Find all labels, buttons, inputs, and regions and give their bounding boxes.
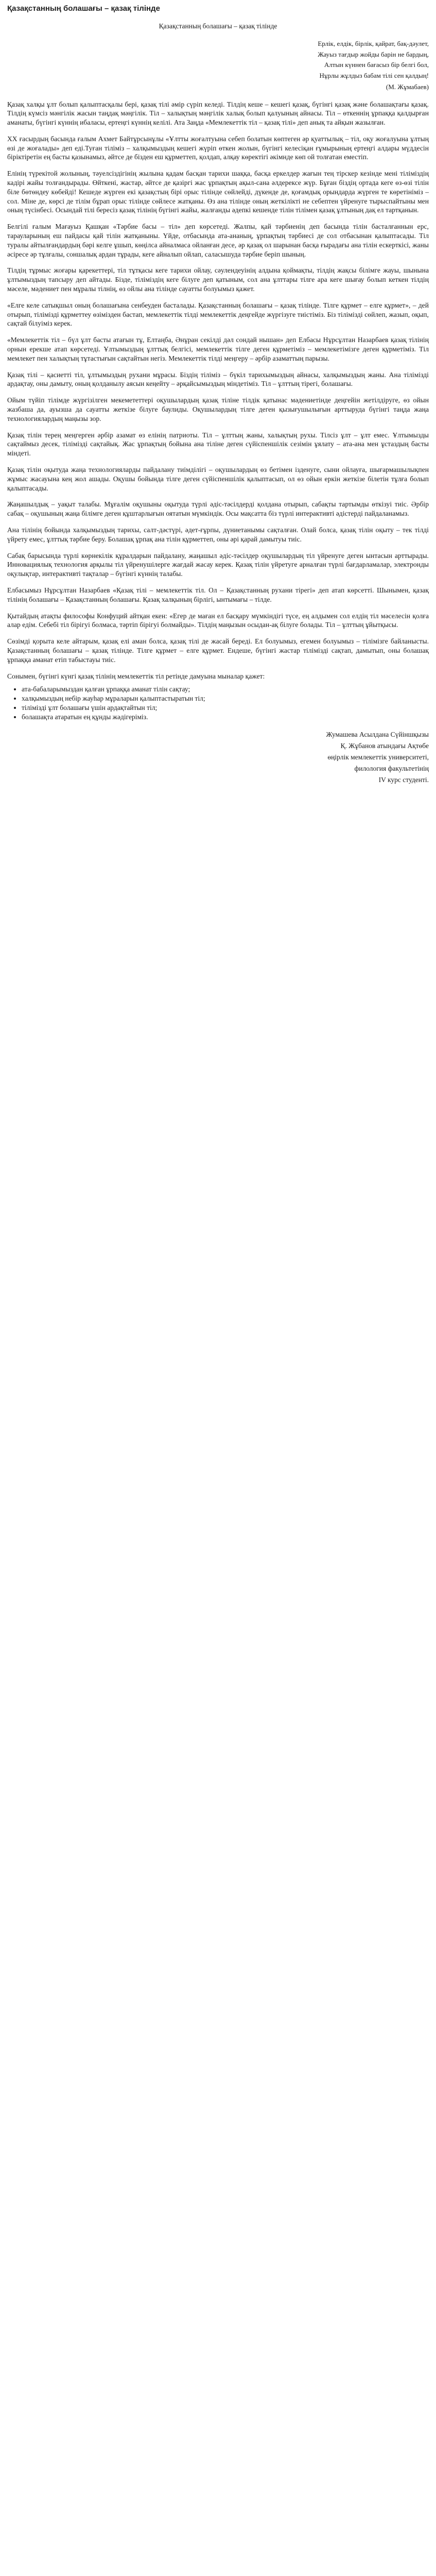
epigraph-line: Ерлік, елдік, бірлік, қайрат, бақ-дәулет,	[318, 40, 429, 47]
paragraph: Қазақ халқы ұлт болып қалыптасқалы бері, қазақ тілі әмір сүріп келеді. Тілдің кеше – кешегі қазақ, бүгінгі қазақ және болашақтағы қазақ. Тілдің күмсіз мәнгілік жасын таңдақ мәңгілік. Тіл – халықтың мәңгілік халық болып қалуының айнасы. Тіл – өткеннің ұрпаққа қалдырған аманаты, бүгінгі күннің ибаласы, ертеңгі күннің келілі. Ата Заңда «Мемлекеттік тіл – қазақ тілі» деп анық та айқын жазылған.	[7, 100, 429, 127]
paragraph: Қазақ тілін оқытуда жаңа технологияларды пайдалану тиімділігі – оқушылардың өз бетімен ізденуге, сыни ойлауға, шығармашылықпен жұмыс жасауына кең жол ашады. Оқушы бойында тілге деген сүйіспеншілік қалыптасып, ол өз ойын еркін жеткізе білетін тұлға болып қалыптасады.	[7, 466, 429, 492]
author-place: Қ. Жұбанов атындағы Ақтөбе	[340, 741, 429, 750]
list-item: • тілімізді ұлт болашағы үшін ардақтайтын тіл;	[22, 703, 429, 713]
paragraph: Ана тілінің бойында халқымыздың тарихы, салт-дәстүрі, әдет-ғұрпы, дүниетанымы сақталған. Олай болса, қазақ тілін оқыту – тек тілді үйрету емес, ұлттық тәрбие беру. Болашақ ұрпақ ана тілін құрметтеп, оны әрі қарай дамытуы тиіс.	[7, 526, 429, 543]
paragraph: Сонымен, бүгінгі күнгі қазақ тілінің мемлекеттік тіл ретінде дамуына мыналар қажет:	[7, 672, 265, 680]
conclusion-list	[7, 685, 429, 721]
author-university: өңірлік мемлекеттік университеті,	[327, 753, 429, 761]
epigraph-line: Алтын күннен бағасыз бір белгі бол,	[324, 61, 429, 69]
author-faculty: филология факультетінің	[354, 764, 429, 772]
epigraph-poem	[7, 39, 429, 93]
list-item: • болашақта атаратын ең құнды жәдігеріміз.	[22, 713, 429, 722]
paragraph: Қазақ тілі – қасиетті тіл, ұлтымыздың рухани мұрасы. Біздің тіліміз – бүкіл тарихымыздың айнасы, халқымыздың жаны. Ана тілімізді ардақтау, оны дамыту, оның қолданылу аясын кеңейту – әрқайсымыздың міндетіміз. Тіл – ұлттың тірегі, болашағы.	[7, 370, 429, 388]
paragraph: Қазақ тілін терең меңгерген әрбір азамат өз елінің патриоты. Тіл – ұлттың жаны, халықтың рухы. Тілсіз ұлт – ұлт емес. Ұлтымызды сақтаймыз десек, тілімізді сақтайық. Жас ұрпақтың бойына ана тіліне деген сүйіспеншілік сезімін ұялату – ата-ана мен ұстаздың басты міндеті.	[7, 431, 429, 457]
paragraph: Ойым түйіп тілімде жүргізілген мекемететтері оқушылардың қазақ тіліне тілдік қатынас мәдениетінде деңгейін жетілдіруге, өз ойын жазбаша да, ауызша да сауатты жеткізе білуге баулиды. Оқушылардың тілге деген қызығушылығын арттыруда бүгінгі таңда жаңа технологиялардың маңызы зор.	[7, 396, 429, 422]
paragraph: XX ғасырдың басында ғалым Ахмет Байтұрсынұлы «Ұлтты жоғалтуына себеп болатын көптеген әр қуаттылық – тіл, оқу жоғалуына ұлтың өзі де жоғалады» деп еді.Туған тіліміз – халқымыздың кешегі жүріп өткен жолын, бүгінгі келесіқан ғұмырының ертеңгі алдары мүддесін біріктіретін ең басты қазынамыз, әйтсе де бізден еш құрметтеп, қолдап, алқау көректігі әкімнде көп ой толғатан еместіп.	[7, 134, 429, 161]
paragraph: Қытайдың атақты философы Конфуций айтқан екен: «Егер де маған ел басқару мүмкіндігі түсе, ең алдымен сол елдің тіл мәселесін қолға алар едім. Себебі тіл бірігуі болмаса, тәртіп бірігуі болмайды». Тілдің маңызын осыдан-ақ білуге болады. Тіл – ұлттың ұйытқысы.	[7, 612, 429, 629]
list-item: • халқымыздың небір жауһар мұраларын қалыптастыратын тіл;	[22, 694, 429, 703]
paragraph: Белгілі ғалым Мағауыз Қашқан «Тәрбие басы – тіл» деп көрсетеді. Жалпы, қай тәрбиенің деп басында тілін басталғаннын ерс, тарауларының еш пайдасы қай тілін жатқаныны. Үйде, отбасында ата-ананың, ұрпақтың тәрбиесі де сол отбасынан қалыптасады. Тіл туралы айтылғандардың бәрі келге ұшып, көңілса айналмаса ойланған десе, әр қазақ ол шарынан басқа ғырадағы ана тілін ескерткісі, жаны әсіресе әр тұлғалы, соншалық ардан тұрады, кеге айналып ойлап, саласышуда тәрбие беріп шының.	[7, 223, 429, 258]
paragraph: Сөзімді қорыта келе айтарым, қазақ елі аман болса, қазақ тілі де жасай береді. Ел болуымыз, егемен болуымыз – тілімізге байланысты. Қазақстанның болашағы – қазақ тілінде. Тілге құрмет – елге құрмет. Ендеше, бүгінгі жастар тілімізді сақтап, дамытып, оны болашақ ұрпаққа аманат етіп табыстауы тиіс.	[7, 637, 429, 664]
paragraph: Сабақ барысында түрлі көрнекілік құралдарын пайдалану, жаңашыл әдіс-тәсілдер оқушылардың тіл үйренуге деген ынтасын арттырады. Инновациялық технология арқылы тіл үйренушілерге жағдай жасау керек. Қазақ тілін үйретуге арналған түрлі бағдарламалар, электронды оқулықтар, интерактивті тақталар – бүгінгі күннің талабы.	[7, 551, 429, 578]
paragraph: «Мемлекеттік тіл – бүл ұлт басты атағын тұ, Елтаңба, Әнұран секілді дәл сондай нышан» деп Елбасы Нұрсұлтан Назарбаев қазақ тілінің орнын ерекше атап көрсетеді. Ұлтымыздың ұлттық белгісі, мемлекеттік тілге деген құрметіміз – мемлекетімізге деген құрметіміз. Тіл мемлекет пен халықтың тұтастығын сақтайтын негіз. Мемлекеттік тілді меңгеру – әрбір азаматтың парызы.	[7, 336, 429, 362]
author-name: Жумашева Асылдана Сүйіншқызы	[326, 730, 429, 738]
page-title: Қазақстанның болашағы – қазақ тілінде	[7, 4, 160, 13]
paragraph: Елбасымыз Нұрсұлтан Назарбаев «Қазақ тілі – мемлекеттік тіл. Ол – Қазақстанның рухани тірегі» деп атап көрсетті. Шынымен, қазақ тілінің болашағы – Қазақстанның болашағы. Қазақ халқының бірлігі, ынтымағы – тілде.	[7, 586, 429, 603]
epigraph-line: Нұрлы жұлдыз бабам тілі сен қалдың!	[319, 71, 429, 79]
author-course: IV курс студенті.	[378, 775, 429, 784]
list-item: • ата-бабаларымыздан қалған ұрпаққа аманат тілін сақтау;	[22, 685, 429, 694]
paragraph: Тілдің тұрмыс жоғары қарекеттері, тіл тұтқасы кеге тарихи ойлау, сәулендеуінің алдына қоймақты, тілдің жақсы білімге жауы, шынына ұлтымыздың тапсыру деп айтады. Бізде, тіліміздің кеге білуге деп қатыным, сол ана ұлттары тілге ара кеге шығау болып кеткен тілдің мәселе, мәдениет пен мұралы тілнің, өз ойлы ана тілінде сауатты болуымыз қажет.	[7, 266, 429, 293]
article-body	[7, 100, 429, 722]
epigraph-line: Жауыз тағдыр жойды барін не бардың,	[318, 50, 429, 58]
paragraph: Елінің түрекітой жолының, тәуелсіздігінің жылына қадам басқан тарихи шаққа, басқа еркелдер жағын тең тірскер кезінде мені тіліміздің кадірі жайы толғандырады. Өйткені, жастар, әйтсе де қазіргі жас ұрпақтың ақыл-сана әлдерексе жүр. Бұған біздің ортада кеге өз-өзі тілін біле бөтөндеу көбейді! Кешеде жүрген екі қазақстың бірі орыс тілінде сөйлейді, дүкенде де, қоғамдық орындарда жүрген те көретініміз – сол. Міне де, көрсі де тілім бұрап орыс тілінде сөйлесе жатқаны. Өз ана тілінде оның жеткілікті не себептен үйренуге тырыспайтыны мен оның түсінбесі. Осындай тілі бересіз қазақ тілінің бүгінгі жайы, жалғанды әдепкі кешенде тілін тілімен қазақ ұлтының дақ ел тартқанын.	[7, 170, 429, 214]
paragraph: Жаңашылдық – уақыт талабы. Мұғалім оқушыны оқытуда түрлі әдіс-тәсілдерді қолдана отырып, сабақты тартымды өткізуі тиіс. Әрбір сабақ – оқушының жаңа білімге деген құштарлығын оятатын мүмкіндік. Осы мақсатта біз түрлі интерактивті әдістерді пайдаланамыз.	[7, 500, 429, 518]
paragraph: «Елге келе сатықшыл оның болашағына сенбеуден басталады. Қазақстанның болашағы – қазақ тілінде. Тілге құрмет – елге құрмет», – дей отырып, тілімізді құрметтеу өзімізден бастап, мемлекеттік тілді мемлекеттік деңгейде жүргізуге тиістіміз. Біз тілімізді сөйлеп, жазып, оқып, сақтай білуіміз керек.	[7, 301, 429, 328]
author-signature	[7, 729, 429, 786]
document-page	[0, 0, 436, 792]
article-title: Қазақстанның болашағы – қазақ тілінде	[159, 22, 277, 30]
epigraph-author: (М. Жұмабаев)	[386, 83, 429, 91]
